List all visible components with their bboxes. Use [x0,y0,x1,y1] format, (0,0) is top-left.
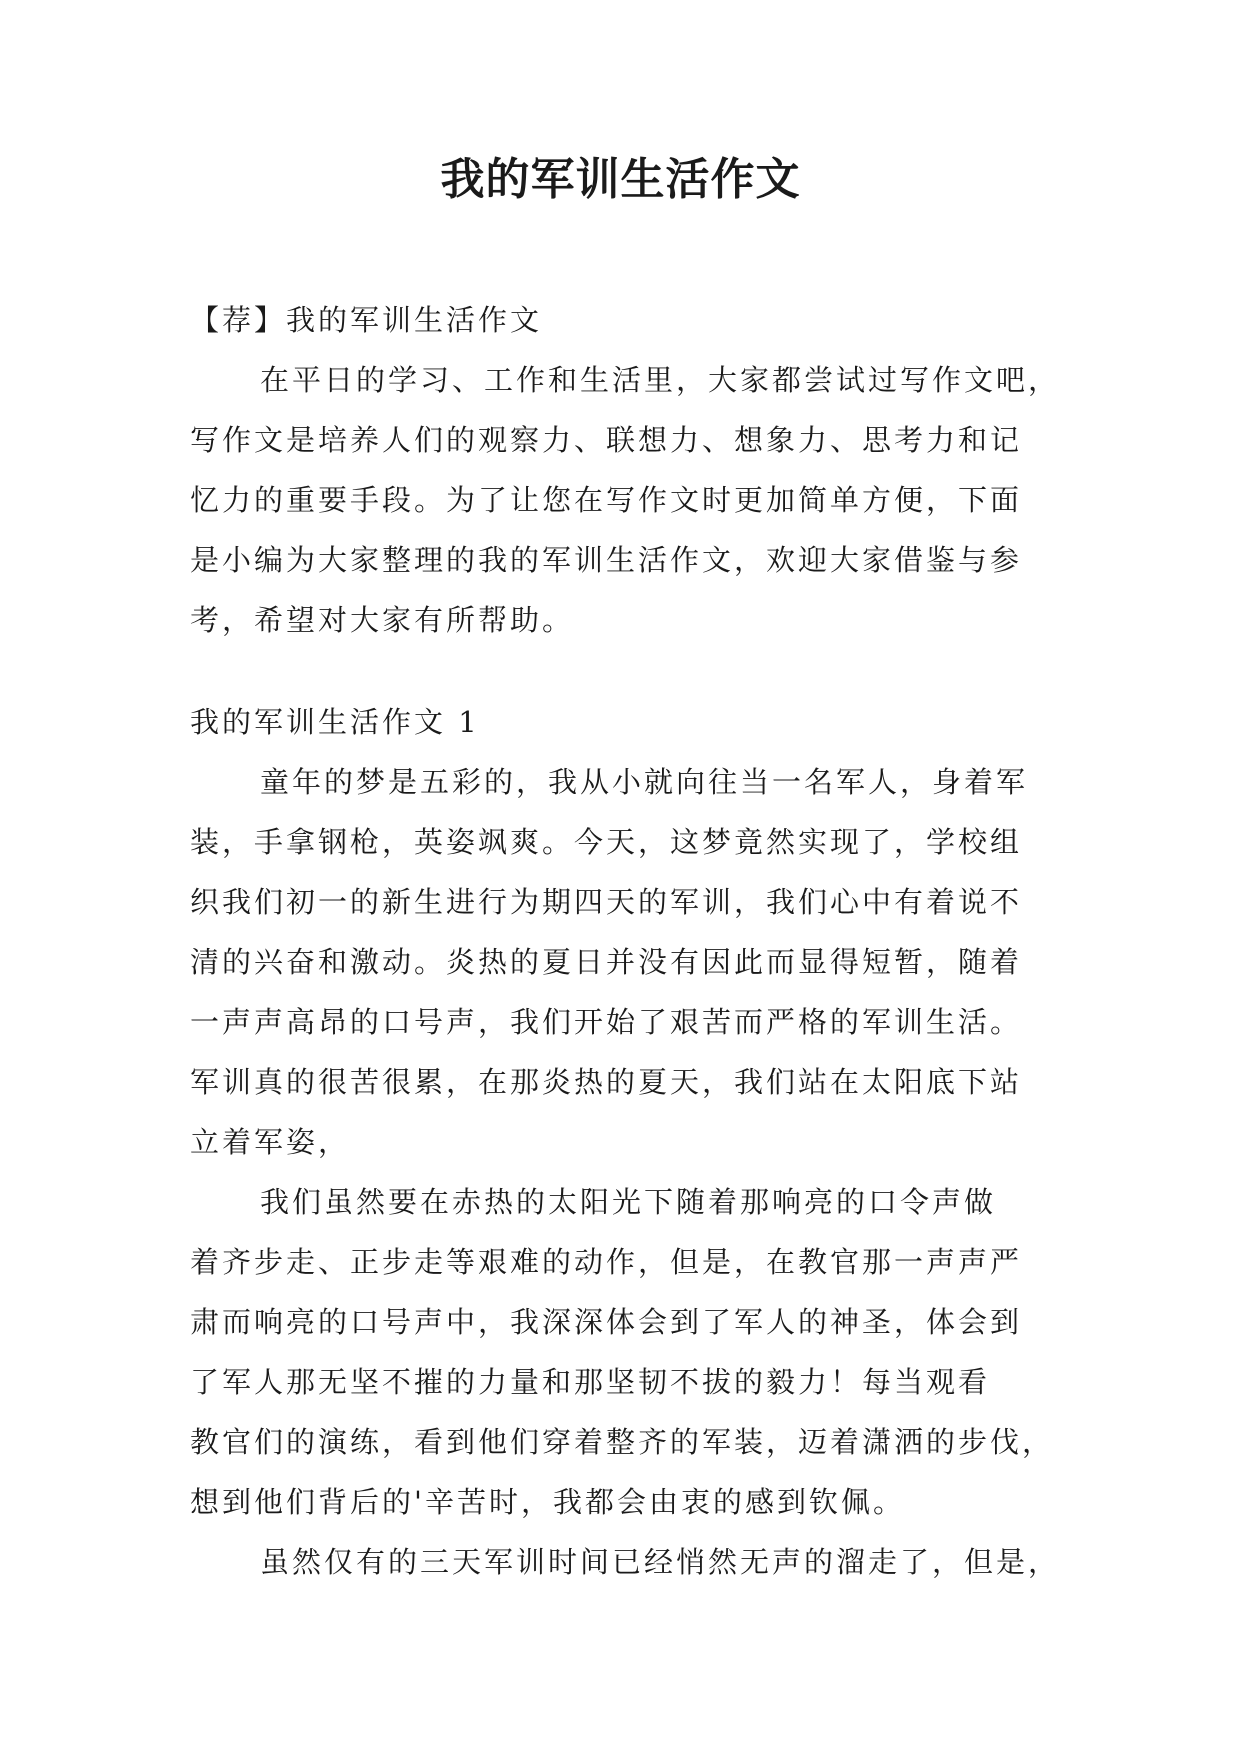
paragraph-line: 清的兴奋和激动。炎热的夏日并没有因此而显得短暂，随着 [190,945,1023,979]
intro-line: 考，希望对大家有所帮助。 [190,603,575,637]
paragraph-line: 军训真的很苦很累，在那炎热的夏天，我们站在太阳底下站 [190,1065,1023,1099]
essay-paragraph-3 [190,1532,1070,1592]
intro-line: 忆力的重要手段。为了让您在写作文时更加简单方便，下面 [190,483,1023,517]
paragraph-line: 教官们的演练，看到他们穿着整齐的军装，迈着潇洒的步伐， [190,1425,1055,1459]
intro-section [190,290,1070,650]
paragraph-line: 肃而响亮的口号声中，我深深体会到了军人的神圣，体会到 [190,1305,1023,1339]
paragraph-line: 想到他们背后的'辛苦时，我都会由衷的感到钦佩。 [190,1485,905,1519]
document-title: 我的军训生活作文 [440,154,801,205]
essay-paragraph-1 [190,752,1070,1172]
paragraph-line: 织我们初一的新生进行为期四天的军训，我们心中有着说不 [190,885,1023,919]
intro-line: 写作文是培养人们的观察力、联想力、想象力、思考力和记 [190,423,1023,457]
essay-section [190,692,1070,1592]
intro-line: 是小编为大家整理的我的军训生活作文，欢迎大家借鉴与参 [190,543,1023,577]
paragraph-line: 了军人那无坚不摧的力量和那坚韧不拔的毅力！每当观看 [190,1365,991,1399]
paragraph-line: 装，手拿钢枪，英姿飒爽。今天，这梦竟然实现了，学校组 [190,825,1023,859]
paragraph-line: 虽然仅有的三天军训时间已经悄然无声的溜走了，但是， [260,1545,1061,1579]
intro-heading: 【荐】我的军训生活作文 [190,303,543,337]
paragraph-line: 着齐步走、正步走等艰难的动作，但是，在教官那一声声严 [190,1245,1023,1279]
paragraph-line: 我们虽然要在赤热的太阳光下随着那响亮的口令声做 [260,1185,997,1219]
essay-heading: 我的军训生活作文 1 [190,705,480,739]
paragraph-line: 一声声高昂的口号声，我们开始了艰苦而严格的军训生活。 [190,1005,1023,1039]
paragraph-line: 童年的梦是五彩的，我从小就向往当一名军人，身着军 [260,765,1029,799]
essay-paragraph-2 [190,1172,1070,1532]
intro-line: 在平日的学习、工作和生活里，大家都尝试过写作文吧， [260,363,1061,397]
paragraph-line: 立着军姿， [190,1125,351,1159]
